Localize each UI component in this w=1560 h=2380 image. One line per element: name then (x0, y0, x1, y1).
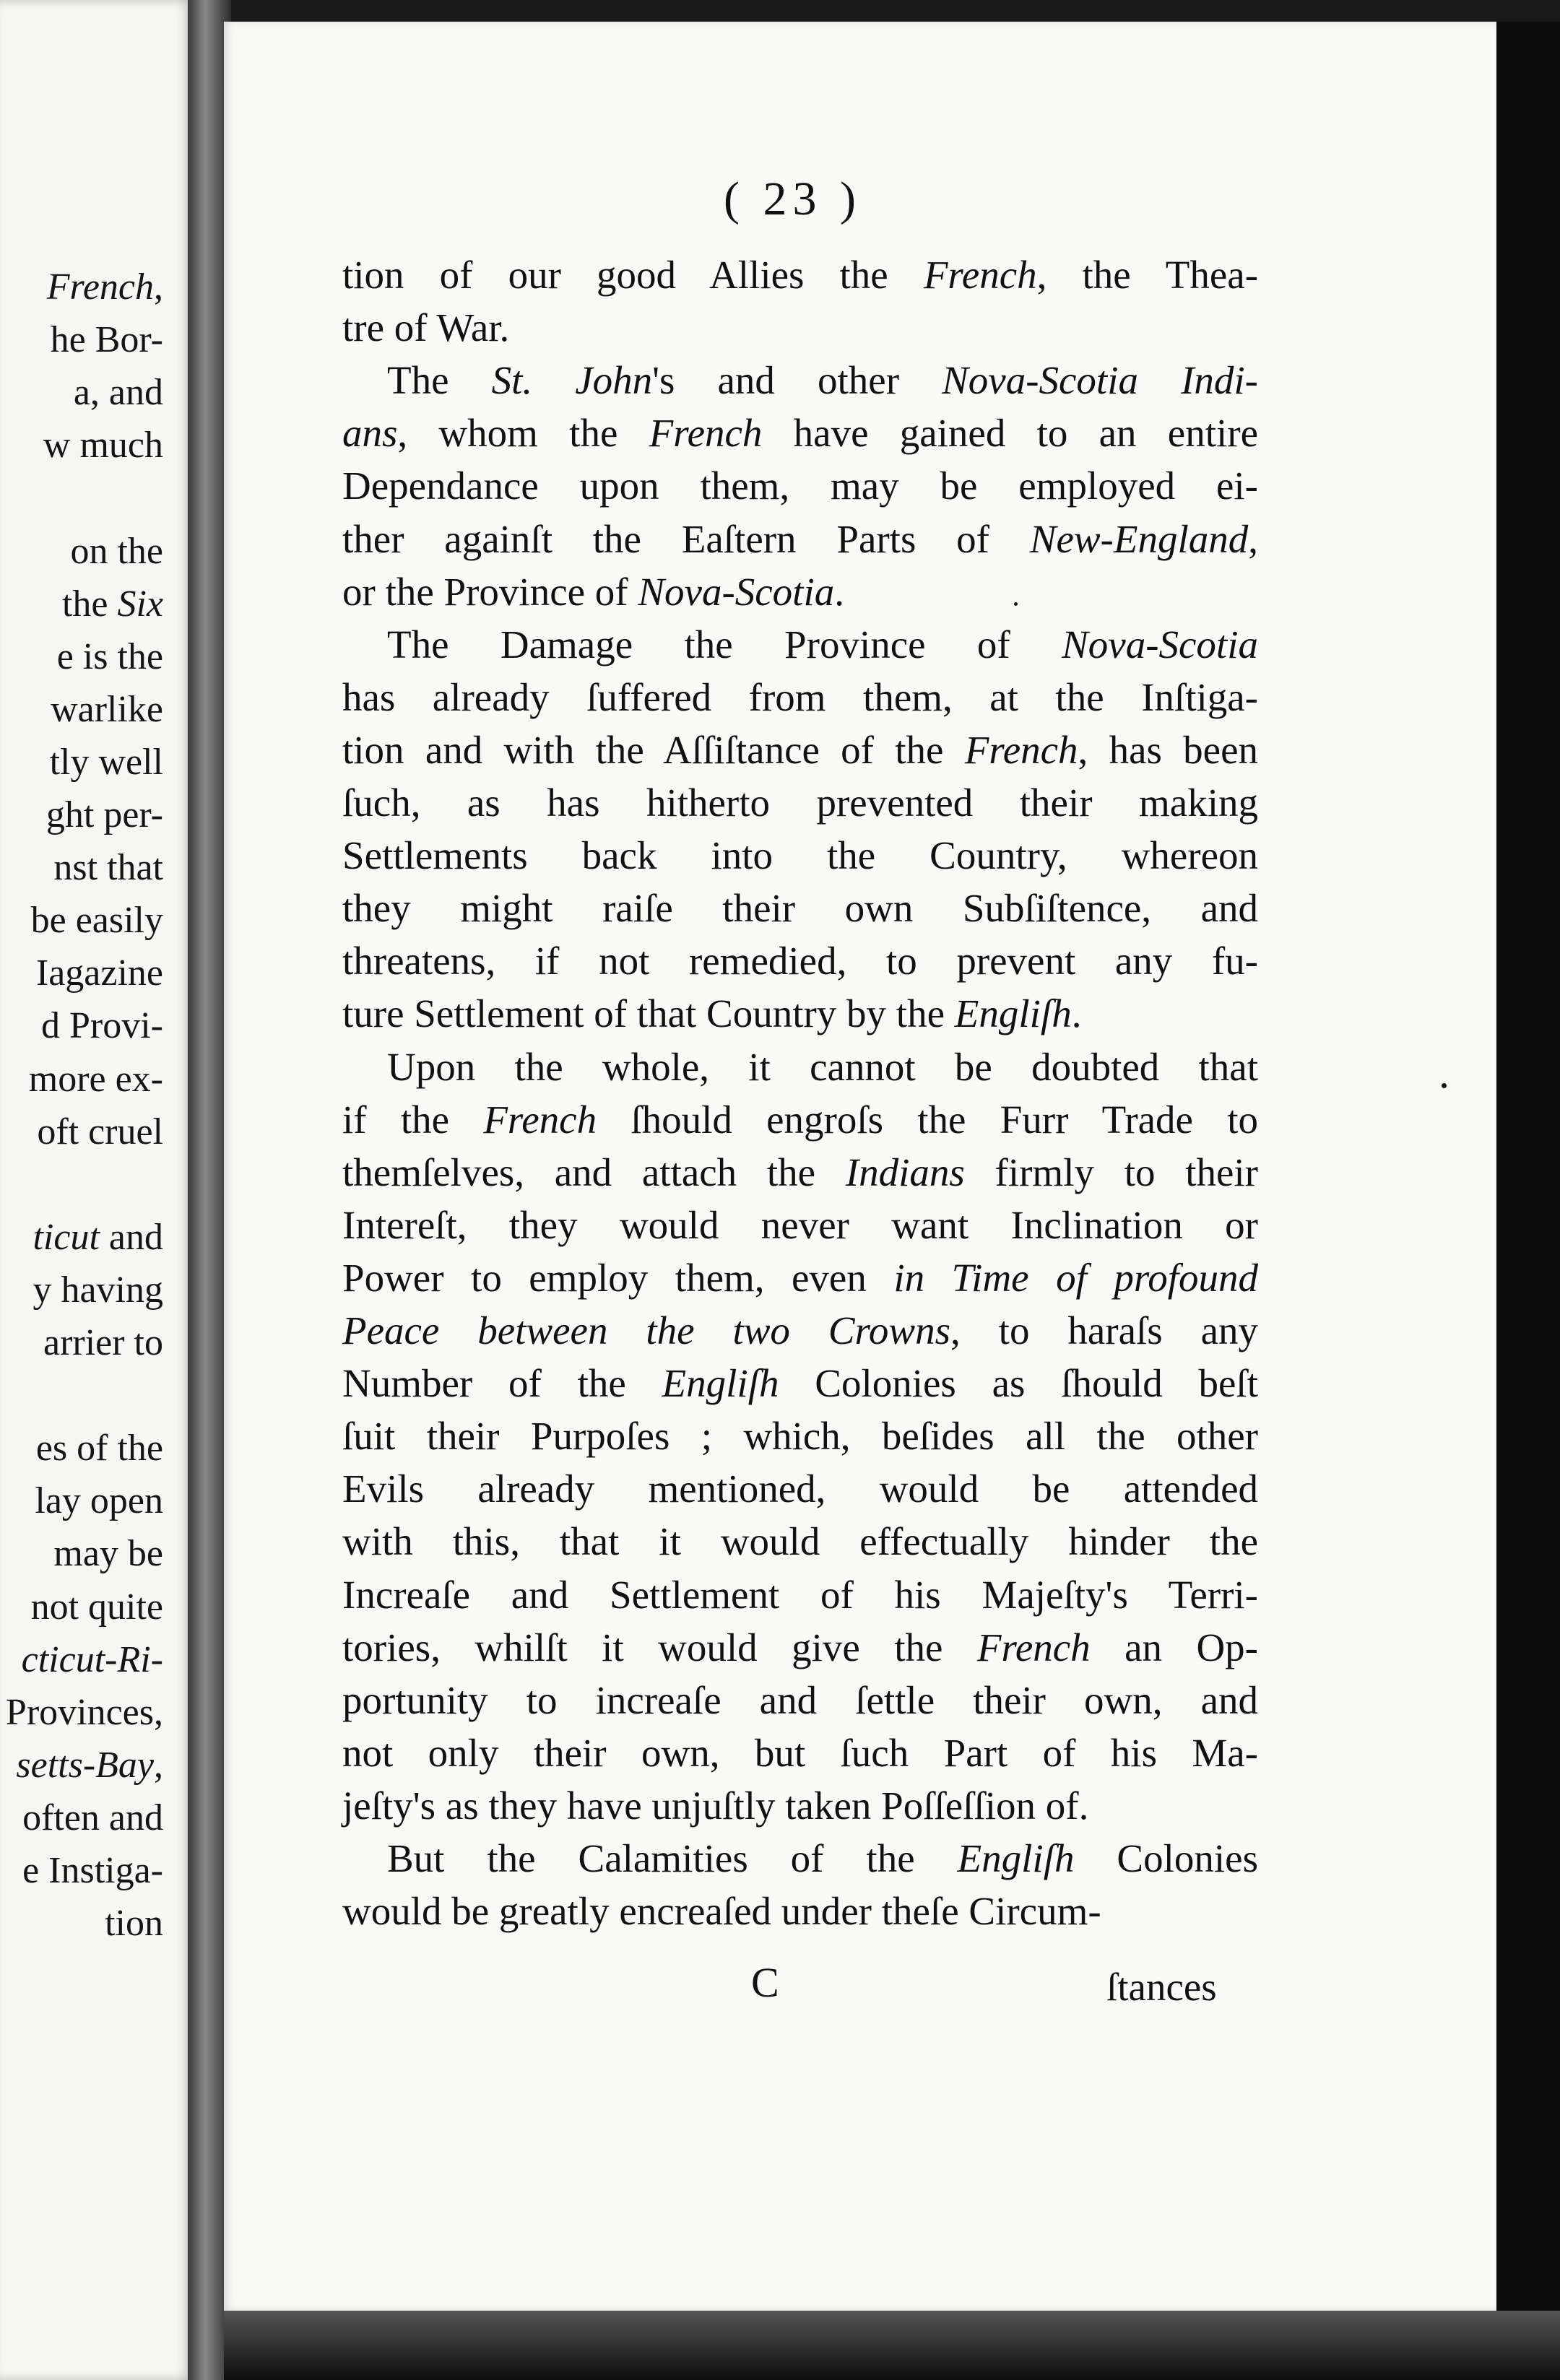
facing-page-line: e Instiga- (22, 1850, 163, 1891)
facing-page-line: es of the (35, 1428, 163, 1469)
text-line: The Damage the Province of Nova-Scotia (387, 622, 1258, 666)
text-line: portunity to increaſe and ſettle their own, and (342, 1677, 1258, 1722)
text-line: ture Settlement of that Country by the Engliſh. (342, 991, 1082, 1036)
facing-page-line: the Six (61, 583, 163, 625)
facing-page-line: French, (46, 266, 163, 308)
text-line: tion of our good Allies the French, the Thea- (342, 253, 1259, 297)
facing-page-line: more ex- (28, 1058, 163, 1100)
text-line: Upon the whole, it cannot be doubted that (387, 1044, 1258, 1089)
facing-page-line: e is the (56, 635, 163, 677)
text-line: ſuit their Purpoſes ; which, beſides all the other (342, 1414, 1258, 1459)
facing-page-line: ticut and (32, 1216, 163, 1258)
text-line: has already ſuffered from them, at the Inſtiga- (342, 674, 1258, 719)
facing-page-line: nst that (53, 847, 163, 889)
text-line: would be greatly encreaſed under theſe Circum- (342, 1889, 1101, 1934)
facing-page-line: be easily (30, 900, 163, 942)
text-line: tre of War. (342, 305, 510, 350)
facing-page-line: tion (105, 1903, 163, 1945)
text-line: tories, whilſt it would give the French an Op- (342, 1625, 1258, 1669)
text-line: Evils already mentioned, would be attended (342, 1467, 1258, 1511)
text-line: ans, whom the French have gained to an entire (342, 411, 1258, 456)
text-line: if the French ſhould engroſs the Furr Trade to (342, 1097, 1258, 1142)
text-line: The St. John's and other Nova-Scotia Indi- (387, 358, 1258, 403)
facing-page-line: ght per- (46, 794, 163, 835)
facing-page-line: warlike (51, 688, 163, 730)
facing-page-line: d Provi- (41, 1005, 163, 1047)
facing-page-line: on the (70, 530, 163, 572)
text-line: Increaſe and Settlement of his Majeſty's Terri- (342, 1572, 1258, 1617)
facing-page-line: y having (32, 1269, 163, 1311)
facing-page-line: tly well (49, 741, 163, 783)
text-line: threatens, if not remedied, to prevent any fu- (342, 939, 1258, 983)
facing-page-line: cticut-Ri- (21, 1638, 163, 1680)
catchword: ſtances (1106, 1965, 1217, 2009)
text-line: themſelves, and attach the Indians firmly to their (342, 1150, 1258, 1194)
page-edge-right (1496, 22, 1560, 2380)
facing-page-line: Iagazine (35, 952, 163, 994)
text-line: not only their own, but ſuch Part of his Ma- (342, 1730, 1258, 1775)
text-line: tion and with the Aſſiſtance of the French, has been (342, 727, 1258, 772)
facing-page-line: setts-Bay, (16, 1744, 163, 1786)
facing-page-line: Provinces, (5, 1691, 163, 1733)
facing-page-line: w much (43, 425, 163, 466)
page-edge-bottom (224, 2311, 1560, 2380)
text-line: Dependance upon them, may be employed ei- (342, 464, 1258, 508)
text-line: Settlements back into the Country, whereon (342, 833, 1258, 878)
text-line: or the Province of Nova-Scotia. (342, 569, 844, 614)
text-line: Number of the Engliſh Colonies as ſhould beſt (342, 1361, 1258, 1406)
text-line: Power to employ them, even in Time of profound (342, 1255, 1258, 1300)
facing-page-line: not quite (30, 1586, 163, 1628)
signature-mark: C (751, 1959, 779, 2006)
text-line: Intereſt, they would never want Inclination or (342, 1202, 1258, 1247)
ink-speck (1442, 1083, 1447, 1088)
facing-page-line: may be (53, 1533, 163, 1575)
text-line: Peace between the two Crowns, to haraſs any (342, 1308, 1259, 1352)
page-number: ( 23 ) (724, 173, 862, 225)
text-line: with this, that it would effectually hinder the (342, 1519, 1258, 1564)
facing-page-line: a, and (73, 372, 163, 414)
facing-page-line: often and (22, 1797, 163, 1838)
facing-page-line: he Bor- (50, 319, 163, 361)
facing-page-left (0, 0, 194, 2380)
text-line: jeſty's as they have unjuſtly taken Poſſeſſion of. (342, 1783, 1089, 1828)
text-line: But the Calamities of the Engliſh Colonies (387, 1836, 1258, 1880)
facing-page-line: lay open (35, 1480, 163, 1522)
text-line: ſuch, as has hitherto prevented their making (342, 781, 1258, 825)
ink-speck (1014, 602, 1018, 606)
facing-page-line: oft cruel (37, 1111, 163, 1152)
facing-page-line: arrier to (43, 1322, 163, 1363)
text-line: ther againſt the Eaſtern Parts of New-England, (342, 516, 1258, 561)
text-line: they might raiſe their own Subſiſtence, and (342, 886, 1258, 931)
